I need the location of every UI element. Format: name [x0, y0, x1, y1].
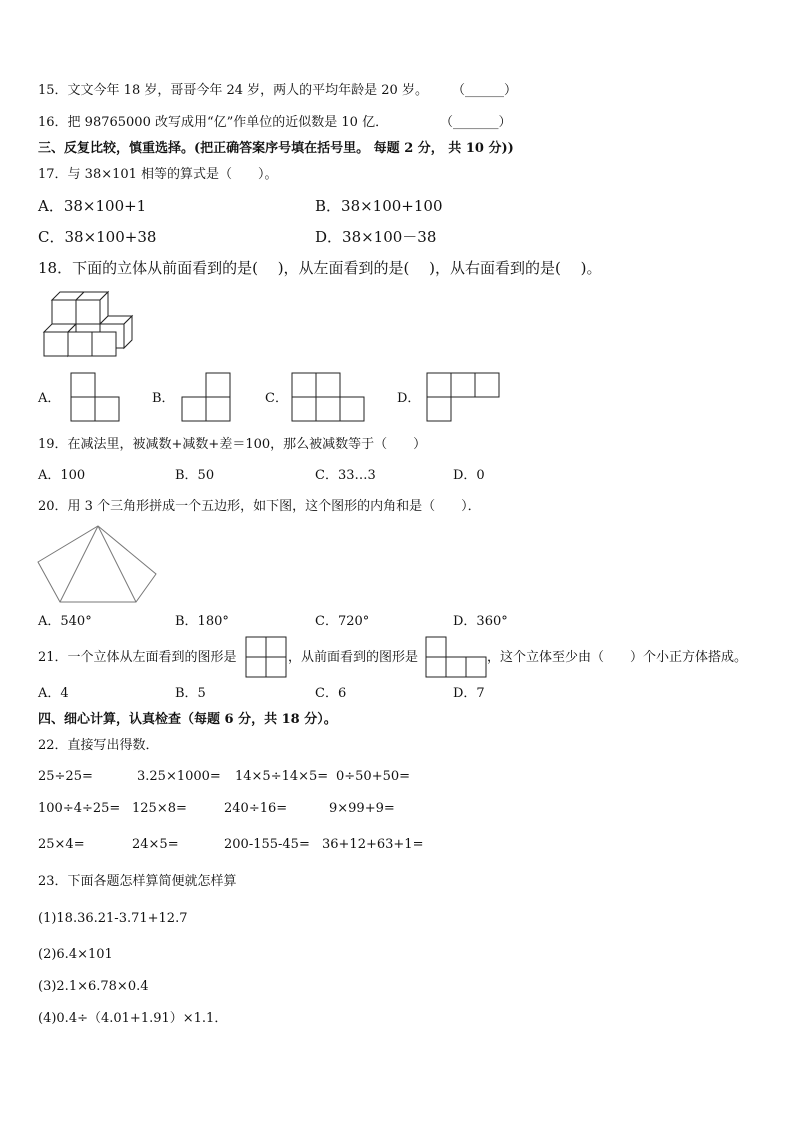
q20-option-a[interactable]: A．540° — [38, 614, 92, 629]
q20-option-d[interactable]: D．360° — [453, 614, 508, 629]
q23-stem: 23．下面各题怎样算简便就怎样算 — [38, 874, 237, 889]
q20-option-b[interactable]: B．180° — [175, 614, 229, 629]
q21-left-view-figure — [245, 636, 289, 680]
q22-item: 0÷50+50= — [336, 769, 411, 784]
q21-option-d[interactable]: D．7 — [453, 686, 485, 701]
q20-pentagon-figure — [36, 522, 160, 606]
q22-item: 240÷16= — [224, 801, 288, 816]
q18-option-d-view[interactable] — [426, 372, 500, 424]
section-3-heading: 三、反复比较，慎重选择。(把正确答案序号填在括号里。 每题 2 分， 共 10 分)) — [38, 141, 514, 156]
q22-item: 36+12+63+1= — [322, 837, 424, 852]
q22-item: 200-155-45= — [224, 837, 310, 852]
q18-option-b-view[interactable] — [181, 372, 231, 424]
q19-option-d[interactable]: D．0 — [453, 468, 485, 483]
q18-cube-stack-figure — [40, 290, 135, 360]
q18-stem: 18．下面的立体从前面看到的是( )，从左面看到的是( )，从右面看到的是( )。 — [38, 259, 602, 277]
q17-stem: 17．与 38×101 相等的算式是（ ）。 — [38, 167, 278, 182]
q21-option-a[interactable]: A．4 — [38, 686, 69, 701]
q21-front-view-figure — [425, 636, 489, 680]
q22-item: 9×99+9= — [329, 801, 395, 816]
q18-label-a[interactable]: A． — [38, 391, 61, 406]
q19-option-c[interactable]: C．33…3 — [315, 468, 376, 483]
q22-item: 14×5÷14×5= — [235, 769, 329, 784]
q23-item-2: (2)6.4×101 — [38, 947, 113, 962]
q18-option-c-view[interactable] — [291, 372, 365, 424]
q15-text: 15．文文今年 18 岁，哥哥今年 24 岁，两人的平均年龄是 20 岁。 — [38, 83, 428, 98]
q18-label-c[interactable]: C． — [265, 391, 288, 406]
q23-item-4: (4)0.4÷（4.01+1.91）×1.1． — [38, 1011, 228, 1026]
q21-stem-part3: ，这个立体至少由（ ）个小正方体搭成。 — [487, 650, 748, 665]
q22-item: 3.25×1000= — [137, 769, 221, 784]
q16-answer-blank[interactable]: （_______） — [440, 115, 512, 130]
q22-item: 25×4= — [38, 837, 85, 852]
q20-option-c[interactable]: C．720° — [315, 614, 370, 629]
q19-option-a[interactable]: A．100 — [38, 468, 86, 483]
q19-option-b[interactable]: B．50 — [175, 468, 215, 483]
q16-text: 16．把 98765000 改写成用“亿”作单位的近似数是 10 亿． — [38, 115, 389, 130]
q18-option-a-view[interactable] — [70, 372, 120, 424]
q17-option-b[interactable]: B．38×100+100 — [315, 197, 443, 215]
section-4-heading: 四、细心计算，认真检查（每题 6 分，共 18 分）。 — [38, 712, 337, 727]
q18-label-d[interactable]: D． — [397, 391, 421, 406]
q15-answer-blank[interactable]: （______） — [452, 83, 518, 98]
q22-item: 100÷4÷25= — [38, 801, 121, 816]
q17-option-d[interactable]: D．38×100－38 — [315, 228, 437, 246]
q21-stem-part2: ，从前面看到的图形是 — [288, 650, 419, 665]
q19-stem: 19．在减法里，被减数+减数+差＝100，那么被减数等于（ ） — [38, 437, 427, 452]
q22-item: 24×5= — [132, 837, 179, 852]
q23-item-3: (3)2.1×6.78×0.4 — [38, 979, 149, 994]
q18-label-b[interactable]: B． — [152, 391, 175, 406]
q21-option-c[interactable]: C．6 — [315, 686, 347, 701]
q23-item-1: (1)18.36.21-3.71+12.7 — [38, 911, 188, 926]
q21-option-b[interactable]: B．5 — [175, 686, 206, 701]
q22-item: 25÷25= — [38, 769, 93, 784]
q17-option-c[interactable]: C．38×100+38 — [38, 228, 157, 246]
q22-stem: 22．直接写出得数． — [38, 738, 159, 753]
q20-stem: 20．用 3 个三角形拼成一个五边形，如下图，这个图形的内角和是（ ）． — [38, 499, 481, 514]
q17-option-a[interactable]: A．38×100+1 — [38, 197, 147, 215]
q21-stem-part1: 21．一个立体从左面看到的图形是 — [38, 650, 237, 665]
q22-item: 125×8= — [132, 801, 187, 816]
